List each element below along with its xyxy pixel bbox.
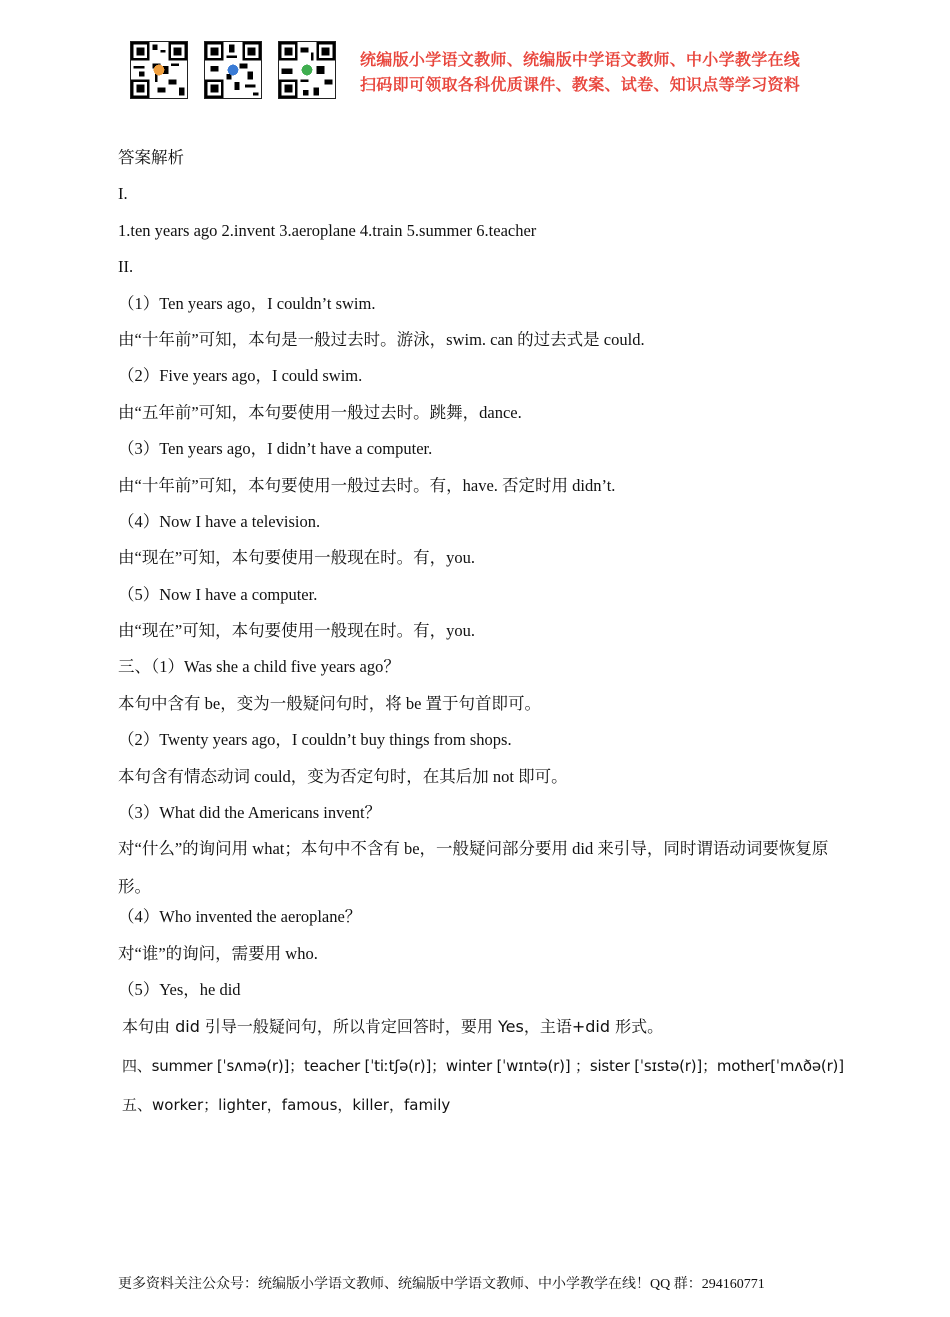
answer-line: （3）What did the Americans invent？ [118,803,382,823]
answer-line: （5）Now I have a computer. [118,584,318,604]
explanation-line: 对“什么”的询问用 what；本句中不含有 be，一般疑问部分要用 did 来引导，同时谓语动词要恢复原形。 [118,839,829,897]
answer-line: （2）Twenty years ago，I couldn’t buy things from shops. [118,730,512,750]
word-list-line: 五、worker；lighter，famous，killer，family [122,1095,451,1114]
header-banner [130,41,830,103]
answer-line: （1）Ten years ago，I couldn’t swim. [118,293,376,313]
banner-text [360,47,840,97]
explanation-line: 对“谁”的询问，需要用 who. [118,943,318,963]
explanation-line: 本句含有情态动词 could，变为否定句时，在其后加 not 即可。 [118,766,568,786]
explanation-line: 由“现在”可知，本句要使用一般现在时。有，you. [118,621,476,641]
part-heading: I. [118,184,128,204]
answer-line: （5）Yes，he did [118,980,241,1000]
qr-code-icon[interactable] [130,41,188,99]
explanation-line: 由“十年前”可知，本句是一般过去时。游泳，swim. can 的过去式是 could. [118,329,645,349]
section-title: 答案解析 [118,148,184,167]
explanation-line: 本句中含有 be，变为一般疑问句时，将 be 置于句首即可。 [118,693,542,713]
banner-line-1: 统编版小学语文教师、统编版中学语文教师、中小学教学在线 [360,50,801,69]
answer-line: （4）Now I have a television. [118,511,321,531]
answer-line: （3）Ten years ago，I didn’t have a computer. [118,439,433,459]
explanation-line: 本句由 did 引导一般疑问句，所以肯定回答时，要用 Yes，主语+did 形式。 [122,1016,664,1036]
part-heading: II. [118,257,134,277]
explanation-line: 由“五年前”可知，本句要使用一般过去时。跳舞，dance. [118,402,522,422]
banner-line-2: 扫码即可领取各科优质课件、教案、试卷、知识点等学习资料 [360,75,801,94]
footer-note: 更多资料关注公众号：统编版小学语文教师、统编版中学语文教师、中小学教学在线！QQ 群：294160771 [118,1277,765,1292]
explanation-line: 由“现在”可知，本句要使用一般现在时。有，you. [118,548,476,568]
answer-line: （4）Who invented the aeroplane？ [118,907,362,927]
answer-explanation [118,145,844,1128]
answer-line: （2）Five years ago，I could swim. [118,366,363,386]
qr-code-icon[interactable] [204,41,262,99]
answer-line: 1.ten years ago 2.invent 3.aeroplane 4.train 5.summer 6.teacher [118,220,537,240]
explanation-line: 由“十年前”可知，本句要使用一般过去时。有，have. 否定时用 didn’t. [118,475,616,495]
phonetics-line: 四、summer [ˈsʌmə(r)]；teacher [ˈtiːtʃə(r)]；winter [ˈwɪntə(r)] ；sister [ˈsɪstə(r)]；mother[ˈmʌðə(r)] [122,1056,844,1075]
qr-code-icon[interactable] [278,41,336,99]
answer-line: 三、（1）Was she a child five years ago？ [118,657,400,677]
